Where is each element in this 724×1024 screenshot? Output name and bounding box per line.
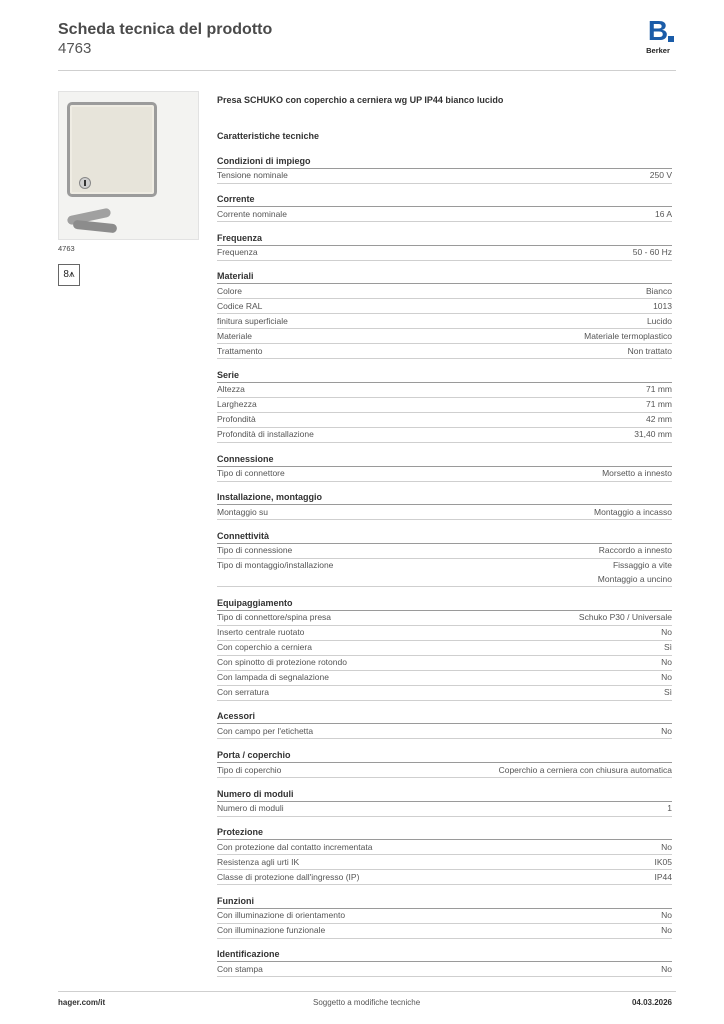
section-title: Corrente	[217, 193, 672, 207]
spec-value-line: IP44	[654, 871, 672, 882]
spec-value	[598, 559, 672, 586]
spec-label: Tipo di montaggio/installazione	[217, 560, 334, 571]
spec-value	[653, 300, 672, 314]
symbol-text: 8	[63, 269, 69, 280]
product-title: Presa SCHUKO con coperchio a cerniera wg UP IP44 bianco lucido	[217, 95, 504, 105]
spec-value-line: No	[661, 925, 672, 936]
spec-label: Tensione nominale	[217, 170, 288, 181]
spec-value	[646, 413, 672, 427]
spec-value	[602, 467, 672, 481]
spec-row	[217, 467, 672, 482]
spec-label: Materiale	[217, 330, 252, 341]
spec-value	[661, 924, 672, 938]
section-title: Condizioni di impiego	[217, 155, 672, 169]
spec-label: Con serratura	[217, 687, 269, 698]
section-title: Funzioni	[217, 895, 672, 909]
spec-row	[217, 641, 672, 656]
spec-row	[217, 246, 672, 261]
spec-value-line: Materiale termoplastico	[584, 330, 672, 341]
spec-value-line: 50 - 60 Hz	[632, 247, 672, 258]
spec-row	[217, 855, 672, 870]
spec-section	[217, 270, 672, 359]
spec-value	[661, 841, 672, 855]
spec-row	[217, 671, 672, 686]
section-title: Equipaggiamento	[217, 597, 672, 611]
spec-label: Numero di moduli	[217, 803, 284, 814]
spec-sections	[217, 155, 672, 978]
spec-value	[661, 656, 672, 670]
spec-value-line: IK05	[654, 856, 672, 867]
section-title: Frequenza	[217, 232, 672, 246]
spec-value-line: No	[661, 725, 672, 736]
spec-row	[217, 763, 672, 778]
spec-value-line: Morsetto a innesto	[602, 468, 672, 479]
spec-value-line: 16 A	[654, 208, 672, 219]
spec-label: Con stampa	[217, 963, 263, 974]
spec-row	[217, 207, 672, 222]
spec-label: Con protezione dal contatto incrementata	[217, 841, 373, 852]
spec-value-line: 42 mm	[646, 414, 672, 425]
spec-value-line: No	[661, 910, 672, 921]
spec-label: Con campo per l'etichetta	[217, 725, 314, 736]
spec-section	[217, 895, 672, 939]
spec-row	[217, 924, 672, 939]
connection-symbol-icon: 8⩚	[58, 264, 80, 286]
spec-row	[217, 544, 672, 559]
spec-value	[599, 544, 672, 558]
spec-value-line: Non trattato	[627, 345, 672, 356]
spec-label: Profondità di installazione	[217, 429, 314, 440]
page-title: Scheda tecnica del prodotto	[58, 21, 273, 38]
spec-value-line: 71 mm	[646, 399, 672, 410]
spec-row	[217, 559, 672, 588]
section-title: Porta / coperchio	[217, 749, 672, 763]
spec-section	[217, 530, 672, 588]
spec-label: Altezza	[217, 384, 245, 395]
spec-value	[661, 626, 672, 640]
spec-row	[217, 428, 672, 443]
spec-label: Resistenza agli urti IK	[217, 856, 300, 867]
spec-label: Codice RAL	[217, 300, 263, 311]
spec-row	[217, 686, 672, 701]
spec-label: Tipo di coperchio	[217, 764, 282, 775]
image-label: 4763	[58, 244, 75, 253]
spec-row	[217, 169, 672, 184]
spec-row	[217, 840, 672, 855]
spec-row	[217, 626, 672, 641]
spec-label: Con illuminazione funzionale	[217, 925, 326, 936]
spec-row	[217, 383, 672, 398]
spec-label: Trattamento	[217, 345, 263, 356]
spec-section	[217, 826, 672, 885]
spec-label: Corrente nominale	[217, 208, 287, 219]
spec-value	[664, 686, 672, 700]
spec-label: Con spinotto di protezione rotondo	[217, 657, 347, 668]
spec-section	[217, 788, 672, 817]
product-image	[58, 91, 199, 240]
spec-section	[217, 453, 672, 482]
section-title: Protezione	[217, 826, 672, 840]
spec-value-line: 1013	[653, 300, 672, 311]
spec-row	[217, 724, 672, 739]
tech-title: Caratteristiche tecniche	[217, 131, 320, 141]
key-icon	[73, 220, 118, 234]
spec-row	[217, 314, 672, 329]
spec-value	[633, 246, 672, 260]
spec-row	[217, 344, 672, 359]
spec-value	[646, 398, 672, 412]
spec-section	[217, 597, 672, 701]
spec-value	[647, 315, 672, 329]
spec-section	[217, 491, 672, 520]
section-title: Materiali	[217, 270, 672, 284]
footer-website: hager.com/it	[58, 998, 106, 1007]
spec-section	[217, 749, 672, 778]
keyhole-icon	[79, 177, 91, 189]
spec-section	[217, 155, 672, 184]
spec-value	[661, 909, 672, 923]
spec-label: Inserto centrale ruotato	[217, 627, 305, 638]
spec-label: Frequenza	[217, 247, 258, 258]
spec-label: finitura superficiale	[217, 315, 288, 326]
spec-section	[217, 948, 672, 977]
spec-value	[655, 856, 673, 870]
spec-value	[661, 963, 672, 977]
spec-value	[650, 169, 672, 183]
section-title: Installazione, montaggio	[217, 491, 672, 505]
spec-value-line: Montaggio a incasso	[594, 506, 672, 517]
spec-value	[584, 330, 672, 344]
section-title: Numero di moduli	[217, 788, 672, 802]
spec-value	[661, 671, 672, 685]
spec-label: Colore	[217, 285, 243, 296]
spec-value-line: No	[661, 657, 672, 668]
section-title: Connessione	[217, 453, 672, 467]
section-title: Serie	[217, 369, 672, 383]
spec-row	[217, 802, 672, 817]
spec-label: Montaggio su	[217, 506, 269, 517]
spec-value-line: Lucido	[646, 315, 672, 326]
spec-row	[217, 299, 672, 314]
footer-date: 04.03.2026	[631, 998, 672, 1007]
spec-value-line: No	[661, 672, 672, 683]
spec-value-line: Sì	[663, 687, 672, 698]
section-title: Connettività	[217, 530, 672, 544]
spec-row	[217, 962, 672, 977]
spec-value-line: Montaggio a uncino	[597, 573, 672, 584]
spec-value-line: 71 mm	[646, 384, 672, 395]
spec-section	[217, 710, 672, 739]
logo-letter: B	[647, 15, 669, 46]
spec-value-line: Coperchio a cerniera con chiusura automatica	[498, 764, 672, 775]
spec-row	[217, 611, 672, 626]
header-divider	[58, 70, 676, 71]
spec-label: Classe di protezione dall'ingresso (IP)	[217, 871, 360, 882]
spec-row	[217, 284, 672, 299]
spec-value-line: Fissaggio a vite	[612, 560, 672, 571]
spec-value	[661, 725, 672, 739]
socket-cover	[67, 102, 157, 197]
spec-value-line: Schuko P30 / Universale	[578, 612, 672, 623]
footer-divider	[58, 991, 676, 992]
product-code: 4763	[58, 40, 92, 57]
spec-label: Profondità	[217, 414, 256, 425]
spec-value-line: 250 V	[649, 170, 672, 181]
spec-row	[217, 398, 672, 413]
spec-row	[217, 909, 672, 924]
spec-value	[664, 641, 672, 655]
spec-value	[646, 285, 672, 299]
section-title: Acessori	[217, 710, 672, 724]
spec-value-line: Sì	[663, 642, 672, 653]
spec-row	[217, 413, 672, 428]
section-title: Identificazione	[217, 948, 672, 962]
spec-value	[667, 802, 672, 816]
spec-value	[499, 764, 672, 778]
spec-value	[646, 383, 672, 397]
spec-value	[594, 506, 672, 520]
spec-value	[655, 871, 673, 885]
spec-section	[217, 193, 672, 222]
spec-value-line: Raccordo a innesto	[598, 545, 672, 556]
spec-row	[217, 505, 672, 520]
spec-row	[217, 870, 672, 885]
footer-note: Soggetto a modifiche tecniche	[313, 998, 421, 1007]
berker-logo	[640, 17, 676, 55]
spec-label: Tipo di connessione	[217, 545, 293, 556]
spec-row	[217, 329, 672, 344]
spec-value-line: No	[661, 963, 672, 974]
spec-value-line: 31,40 mm	[634, 429, 672, 440]
spec-value	[628, 345, 672, 359]
spec-value-line: No	[661, 841, 672, 852]
logo-text: Berker	[646, 46, 670, 55]
spec-value	[579, 611, 672, 625]
spec-label: Tipo di connettore/spina presa	[217, 612, 332, 623]
spec-section	[217, 369, 672, 443]
spec-value-line: Bianco	[646, 285, 672, 296]
spec-label: Tipo di connettore	[217, 468, 285, 479]
spec-label: Larghezza	[217, 399, 257, 410]
spec-value-line: 1	[667, 803, 672, 814]
spec-label: Con coperchio a cerniera	[217, 642, 312, 653]
spec-value	[634, 428, 672, 442]
spec-section	[217, 232, 672, 261]
tech-content	[217, 95, 672, 977]
spec-value	[655, 208, 672, 222]
spec-label: Con lampada di segnalazione	[217, 672, 329, 683]
spec-label: Con illuminazione di orientamento	[217, 910, 346, 921]
spec-row	[217, 656, 672, 671]
spec-value-line: No	[661, 627, 672, 638]
